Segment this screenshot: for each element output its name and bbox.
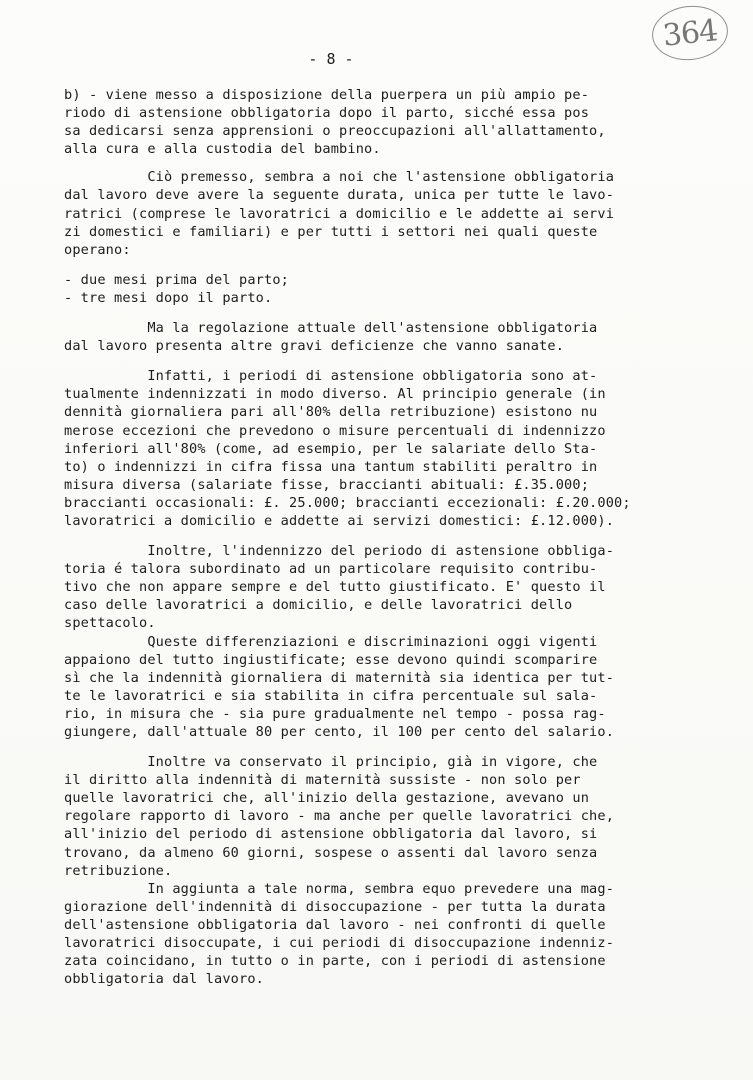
paragraph-list bbox=[64, 271, 664, 307]
text-line: operano: bbox=[64, 241, 131, 258]
text-line: dal lavoro deve avere la seguente durata, unica per tutte le lavo- bbox=[64, 187, 615, 204]
text-line: zata coincidano, in tutto o in parte, con i periodi di astensione bbox=[64, 953, 606, 970]
text-line: spettacolo. bbox=[64, 615, 156, 632]
paragraph bbox=[64, 319, 664, 355]
text-line: alla cura e alla custodia del bambino. bbox=[64, 141, 381, 158]
paragraph bbox=[64, 86, 664, 158]
text-line: riodo di astensione obbligatoria dopo il parto, sicché essa pos bbox=[64, 105, 590, 122]
text-line: b) - viene messo a disposizione della puerpera un più ampio pe- bbox=[64, 87, 590, 103]
paragraph bbox=[64, 367, 664, 530]
text-line: zi domestici e familiari) e per tutti i settori nei quali queste bbox=[64, 223, 598, 240]
text-line: lavoratrici a domicilio e addette ai servizi domestici: £.12.000). bbox=[64, 512, 615, 529]
text-line: retribuzione. bbox=[64, 862, 173, 879]
text-line: ratrici (comprese le lavoratrici a domicilio e le addette ai servi bbox=[64, 205, 615, 222]
text-line: Inoltre va conservato il principio, già in vigore, che bbox=[64, 754, 598, 771]
text-line: braccianti occasionali: £. 25.000; braccianti eccezionali: £.20.000; bbox=[64, 494, 631, 511]
paragraph bbox=[64, 753, 664, 988]
text-line: dennità giornaliera pari all'80% della retribuzione) esistono nu bbox=[64, 404, 598, 421]
text-line: Infatti, i periodi di astensione obbligatoria sono at- bbox=[64, 368, 598, 385]
text-line: appaiono del tutto ingiustificate; esse devono quindi scomparire bbox=[64, 651, 598, 668]
list-item: - due mesi prima del parto; bbox=[64, 271, 290, 288]
paragraph bbox=[64, 168, 664, 258]
text-line: giungere, dall'attuale 80 per cento, il 100 per cento del salario. bbox=[64, 724, 615, 740]
text-line: te le lavoratrici e sia stabilita in cifra percentuale sul sala- bbox=[64, 687, 598, 704]
text-line: Queste differenziazioni e discriminazioni oggi vigenti bbox=[64, 633, 598, 650]
text-line: quelle lavoratrici che, all'inizio della gestazione, avevano un bbox=[64, 790, 590, 807]
text-line: toria é talora subordinato ad un particolare requisito contribu- bbox=[64, 561, 598, 578]
text-line: Ciò premesso, sembra a noi che l'astensione obbligatoria bbox=[64, 169, 615, 186]
text-line: sì che la indennità giornaliera di maternità sia identica per tut- bbox=[64, 669, 615, 686]
text-line: tivo che non appare sempre e del tutto giustificato. E' questo il bbox=[64, 579, 606, 596]
text-line: Inoltre, l'indennizzo del periodo di astensione obbliga- bbox=[64, 543, 615, 560]
text-line: caso delle lavoratrici a domicilio, e delle lavoratrici dello bbox=[64, 597, 573, 614]
text-line: giorazione dell'indennità di disoccupazione - per tutta la durata bbox=[64, 898, 606, 915]
text-line: Ma la regolazione attuale dell'astensione obbligatoria bbox=[64, 320, 598, 337]
archive-number-stamp: 364 bbox=[649, 2, 730, 64]
text-line: il diritto alla indennità di maternità sussiste - non solo per bbox=[64, 772, 581, 789]
text-line: In aggiunta a tale norma, sembra equo prevedere una mag- bbox=[64, 880, 615, 897]
text-line: obbligatoria dal lavoro. bbox=[64, 971, 265, 988]
text-line: rio, in misura che - sia pure gradualmente nel tempo - possa rag- bbox=[64, 705, 606, 722]
text-line: trovano, da almeno 60 giorni, sospese o assenti dal lavoro senza bbox=[64, 844, 598, 861]
text-line: lavoratrici disoccupate, i cui periodi di disoccupazione indenniz- bbox=[64, 935, 615, 952]
text-line: all'inizio del periodo di astensione obbligatoria dal lavoro, si bbox=[64, 826, 598, 843]
text-line: regolare rapporto di lavoro - ma anche per quelle lavoratrici che, bbox=[64, 808, 615, 825]
text-line: inferiori all'80% (come, ad esempio, per le salariate dello Sta- bbox=[64, 440, 598, 457]
list-item: - tre mesi dopo il parto. bbox=[64, 289, 273, 306]
text-line: sa dedicarsi senza apprensioni o preoccupazioni all'allattamento, bbox=[64, 123, 606, 140]
page-number: - 8 - bbox=[308, 50, 354, 68]
text-line: merose eccezioni che prevedono o misure percentuali di indennizzo bbox=[64, 422, 606, 439]
text-line: tualmente indennizzati in modo diverso. Al principio generale (in bbox=[64, 386, 606, 403]
text-line: misura diversa (salariate fisse, braccianti abituali: £.35.000; bbox=[64, 476, 590, 493]
text-line: dal lavoro presenta altre gravi deficienze che vanno sanate. bbox=[64, 338, 565, 355]
text-line: to) o indennizzi in cifra fissa una tantum stabiliti peraltro in bbox=[64, 458, 598, 475]
document-body bbox=[64, 86, 664, 988]
text-line: dell'astensione obbligatoria dal lavoro - nei confronti di quelle bbox=[64, 916, 606, 933]
paragraph bbox=[64, 542, 664, 741]
